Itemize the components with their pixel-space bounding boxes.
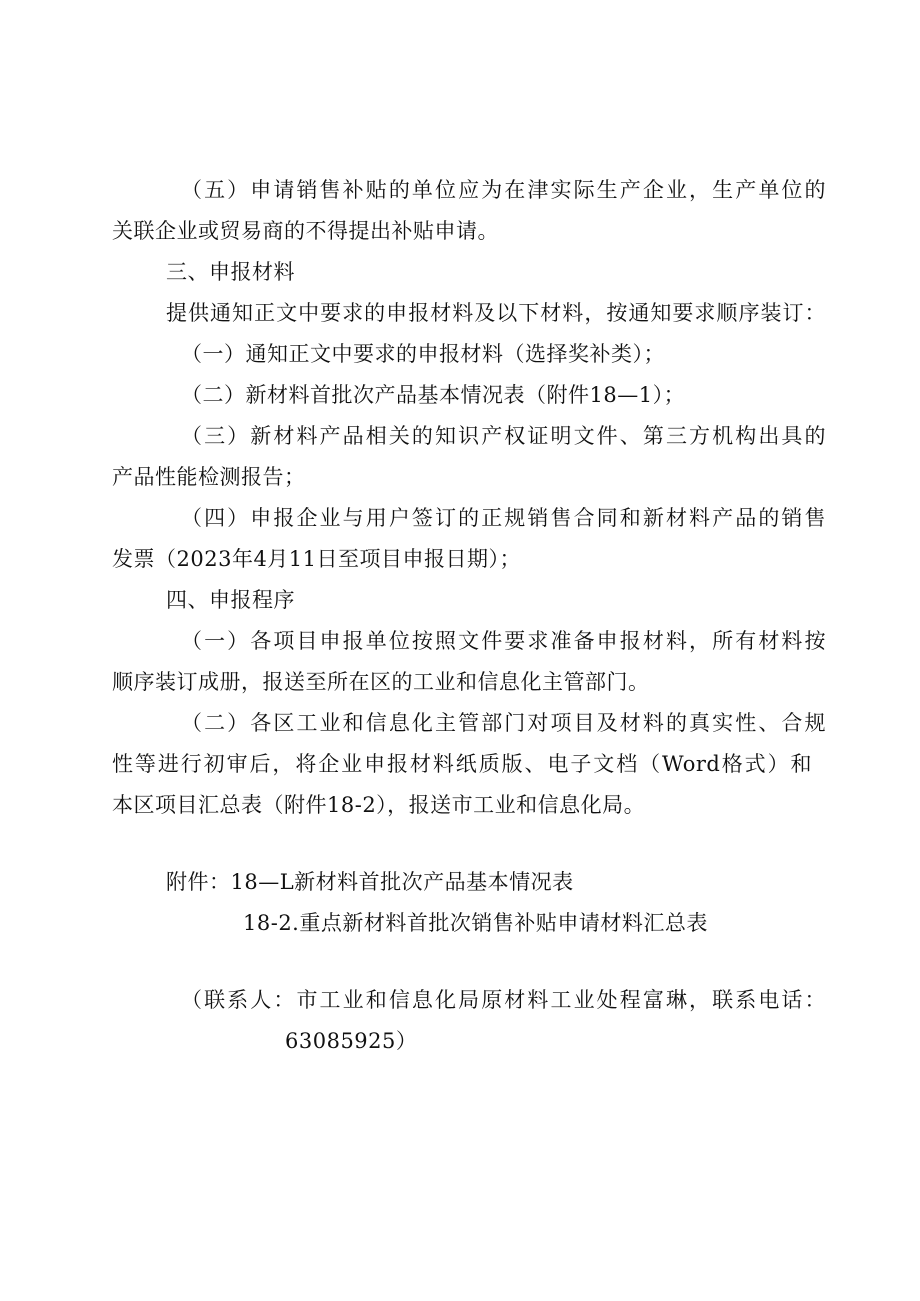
- materials-item-4-line-2: 发票（2023年4月11日至项目申报日期）；: [112, 547, 522, 571]
- procedure-item-2-line-1: （二）各区工业和信息化主管部门对项目及材料的真实性、合规: [181, 711, 826, 735]
- materials-item-1: （一）通知正文中要求的申报材料（选择奖补类）；: [181, 342, 665, 366]
- materials-item-3-line-1: （三）新材料产品相关的知识产权证明文件、第三方机构出具的: [181, 424, 826, 448]
- section-heading-4: 四、申报程序: [166, 588, 295, 612]
- paragraph-5-line-1: （五）申请销售补贴的单位应为在津实际生产企业，生产单位的: [181, 178, 826, 202]
- procedure-item-2-line-2: 性等进行初审后，将企业申报材料纸质版、电子文档（Word格式）和: [112, 752, 812, 776]
- section-heading-3: 三、申报材料: [166, 260, 295, 284]
- procedure-item-1-line-2: 顺序装订成册，报送至所在区的工业和信息化主管部门。: [112, 670, 650, 694]
- procedure-item-2-line-3: 本区项目汇总表（附件18-2），报送市工业和信息化局。: [112, 793, 646, 817]
- contact-line-2: 63085925）: [285, 1029, 418, 1053]
- materials-item-4-line-1: （四）申报企业与用户签订的正规销售合同和新材料产品的销售: [181, 506, 826, 530]
- attachment-1: 附件：18—L新材料首批次产品基本情况表: [166, 870, 574, 894]
- materials-intro: 提供通知正文中要求的申报材料及以下材料，按通知要求顺序装订：: [166, 301, 826, 325]
- materials-item-3-line-2: 产品性能检测报告；: [112, 465, 306, 489]
- paragraph-5-line-2: 关联企业或贸易商的不得提出补贴申请。: [112, 219, 499, 243]
- procedure-item-1-line-1: （一）各项目申报单位按照文件要求准备申报材料，所有材料按: [181, 629, 826, 653]
- materials-item-2: （二）新材料首批次产品基本情况表（附件18—1）；: [181, 383, 686, 407]
- attachment-2: 18-2.重点新材料首批次销售补贴申请材料汇总表: [243, 911, 708, 935]
- contact-line-1: （联系人：市工业和信息化局原材料工业处程富琳，联系电话：: [181, 988, 826, 1012]
